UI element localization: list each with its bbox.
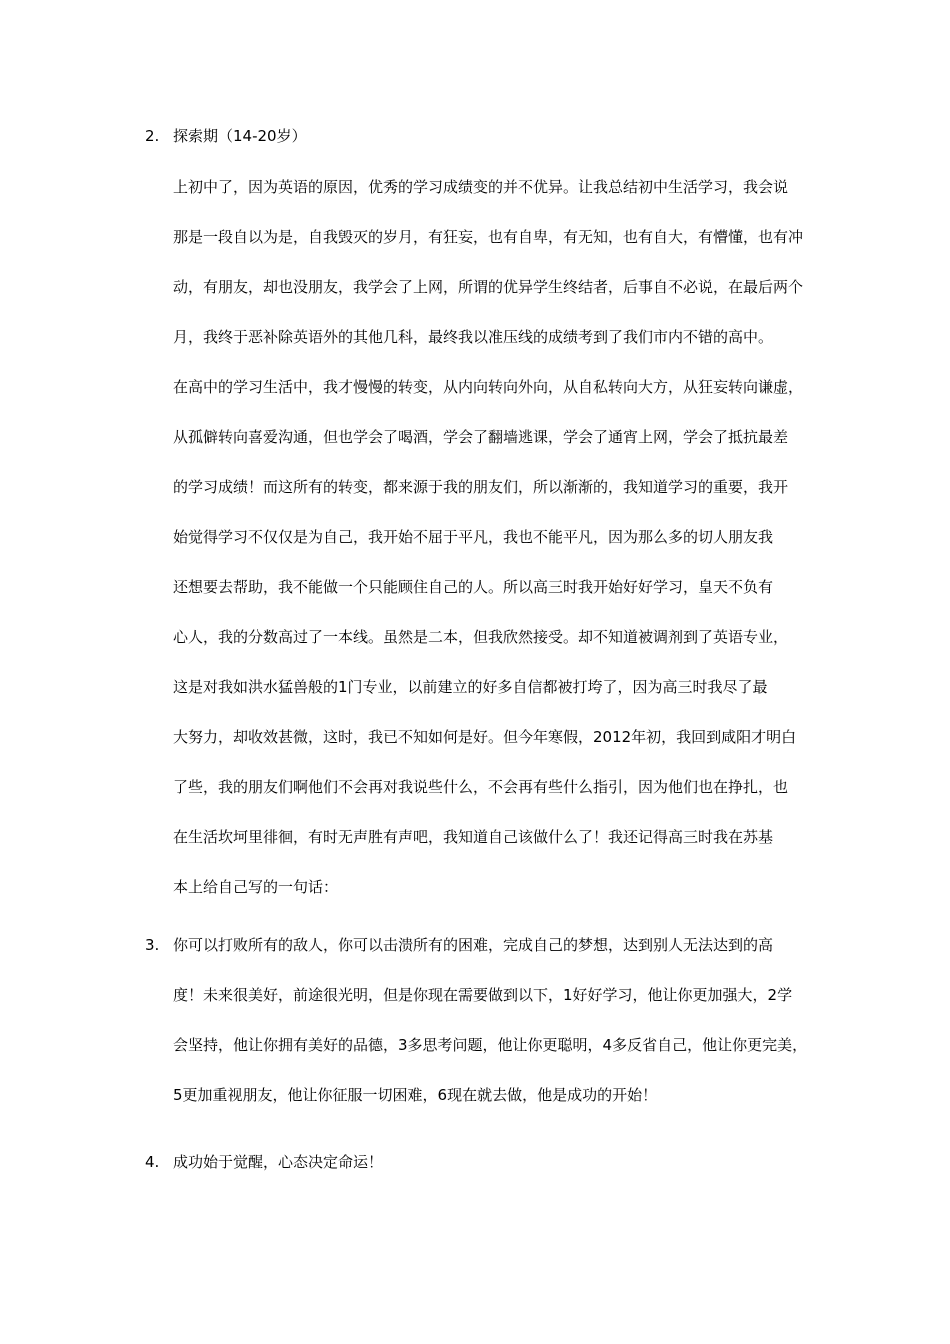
paragraph-line: 心人，我的分数高过了一本线。虽然是二本，但我欣然接受。却不知道被调剂到了英语专业， [173, 628, 789, 646]
section-3-line: 5更加重视朋友，他让你征服一切困难，6现在就去做，他是成功的开始！ [173, 1086, 658, 1104]
list-number: 3. [145, 936, 160, 954]
section-3-line: 你可以打败所有的敌人，你可以击溃所有的困难，完成自己的梦想，达到别人无法达到的高 [173, 936, 774, 954]
paragraph-line: 还想要去帮助，我不能做一个只能顾住自己的人。所以高三时我开始好好学习，皇天不负有 [173, 578, 774, 596]
paragraph-line: 大努力，却收效甚微，这时，我已不知如何是好。但今年寒假，2012年初，我回到咸阳才明白 [173, 728, 797, 746]
paragraph-line: 本上给自己写的一句话： [173, 878, 339, 896]
list-number: 2. [145, 127, 160, 145]
paragraph-line: 在高中的学习生活中，我才慢慢的转变，从内向转向外向，从自私转向大方，从狂妄转向谦虚， [173, 378, 804, 396]
paragraph-line: 从孤僻转向喜爱沟通，但也学会了喝酒，学会了翻墙逃课，学会了通宵上网，学会了抵抗最差 [173, 428, 789, 446]
paragraph-line: 上初中了，因为英语的原因，优秀的学习成绩变的并不优异。让我总结初中生活学习，我会说 [173, 178, 789, 196]
paragraph-line: 了些，我的朋友们啊他们不会再对我说些什么，不会再有些什么指引，因为他们也在挣扎，也 [173, 778, 789, 796]
list-number: 4. [145, 1153, 160, 1171]
paragraph-line: 在生活坎坷里徘徊，有时无声胜有声吧，我知道自己该做什么了！我还记得高三时我在苏基 [173, 828, 774, 846]
section-3-line: 度！未来很美好，前途很光明，但是你现在需要做到以下，1好好学习，他让你更加强大，2学 [173, 986, 793, 1004]
section-3-line: 会坚持，他让你拥有美好的品德，3多思考问题，他让你更聪明，4多反省自己，他让你更完美， [173, 1036, 808, 1054]
paragraph-line: 那是一段自以为是，自我毁灭的岁月，有狂妄，也有自卑，有无知，也有自大，有懵懂，也有冲 [173, 228, 804, 246]
heading-text: 探索期（14-20岁） [173, 127, 307, 145]
section-4-text: 成功始于觉醒，心态决定命运！ [173, 1153, 384, 1171]
paragraph-line: 的学习成绩！而这所有的转变，都来源于我的朋友们，所以渐渐的，我知道学习的重要，我开 [173, 478, 789, 496]
paragraph-line: 这是对我如洪水猛兽般的1门专业，以前建立的好多自信都被打垮了，因为高三时我尽了最 [173, 678, 768, 696]
paragraph-line: 月，我终于恶补除英语外的其他几科，最终我以准压线的成绩考到了我们市内不错的高中。 [173, 328, 774, 346]
paragraph-line: 动，有朋友，却也没朋友，我学会了上网，所谓的优异学生终结者，后事自不必说，在最后两个 [173, 278, 804, 296]
paragraph-line: 始觉得学习不仅仅是为自己，我开始不屈于平凡，我也不能平凡，因为那么多的切人朋友我 [173, 528, 774, 546]
